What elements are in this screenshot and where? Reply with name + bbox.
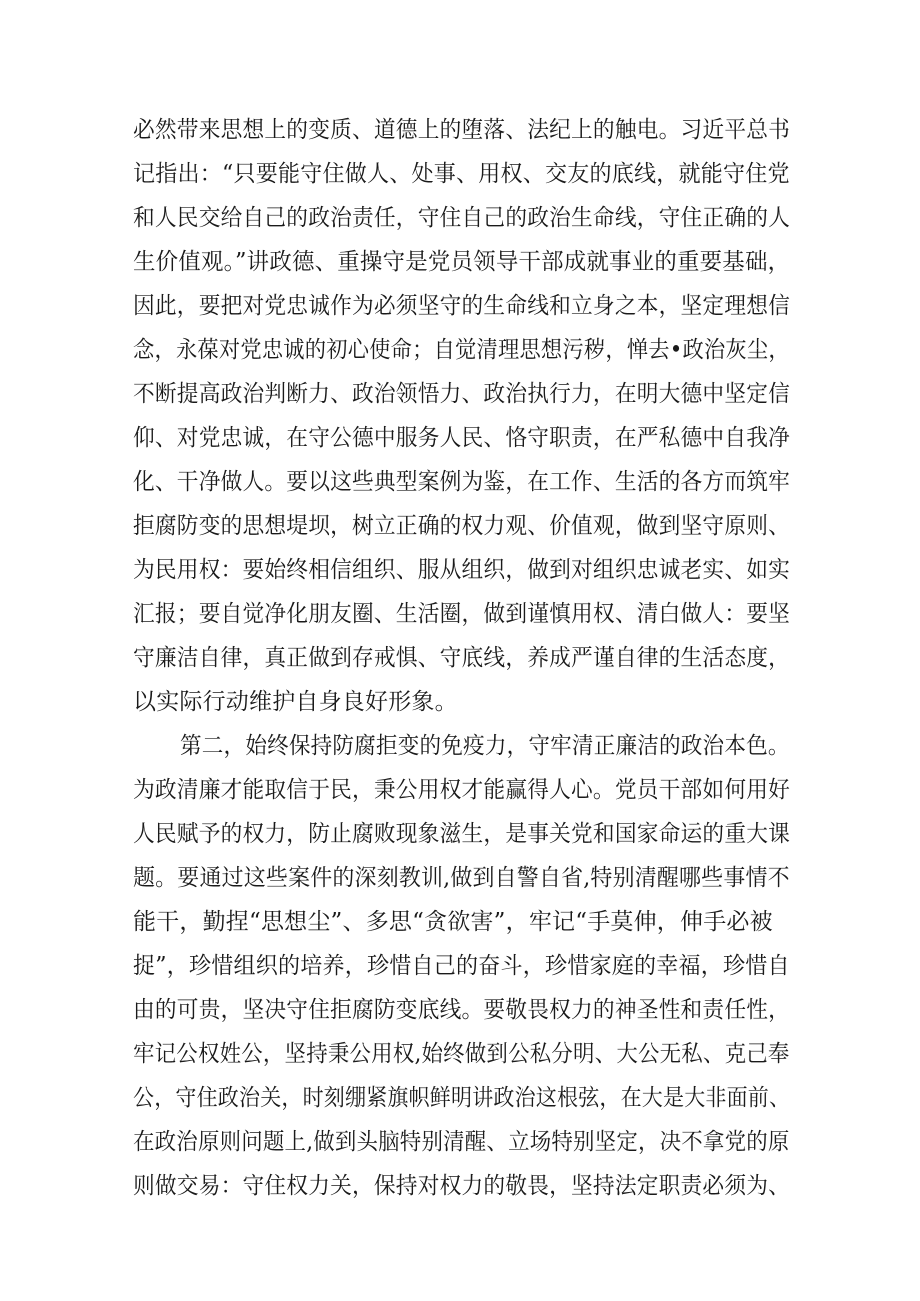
- text-line: 汇报；要自觉净化朋友圈、生活圈，做到谨慎用权、清白做人：要坚: [133, 601, 791, 627]
- paragraph-first-line: 第二，始终保持防腐拒变的免疫力，守牢清正廉洁的政治本色。: [180, 733, 790, 759]
- text-line: 不断提高政治判断力、政治领悟力、政治执行力，在明大德中坚定信: [133, 381, 791, 407]
- text-line: 以实际行动维护自身良好形象。: [133, 689, 458, 715]
- text-line: 为民用权：要始终相信组织、服从组织，做到对组织忠诚老实、如实: [133, 557, 791, 583]
- text-line: 守廉洁自律，真正做到存戒惧、守底线，养成严谨自律的生活态度，: [133, 645, 791, 671]
- text-line: 生价值观。”讲政德、重操守是党员领导干部成就事业的重要基础，: [133, 249, 791, 275]
- text-line: 记指出：“只要能守住做人、处事、用权、交友的底线，就能守住党: [133, 161, 790, 187]
- text-line: 和人民交给自己的政治责任，守住自己的政治生命线，守住正确的人: [133, 205, 791, 231]
- text-line: 题。要通过这些案件的深刻教训,做到自警自省,特别清醒哪些事情不: [133, 865, 790, 891]
- text-line: 公，守住政治关，时刻绷紧旗帜鲜明讲政治这根弦，在大是大非面前、: [133, 1085, 791, 1111]
- text-line: 拒腐防变的思想堤坝，树立正确的权力观、价值观，做到坚守原则、: [133, 513, 791, 539]
- text-line: 仰、对党忠诚，在守公德中服务人民、恪守职责，在严私德中自我净: [133, 425, 791, 451]
- text-line: 人民赋予的权力，防止腐败现象滋生，是事关党和国家命运的重大课: [133, 821, 791, 847]
- text-line: 化、干净做人。要以这些典型案例为鉴，在工作、生活的各方而筑牢: [133, 469, 791, 495]
- text-line: 捉”，珍惜组织的培养，珍惜自己的奋斗，珍惜家庭的幸福，珍惜自: [133, 953, 790, 979]
- text-line: 为政清廉才能取信于民，秉公用权才能赢得人心。党员干部如何用好: [133, 777, 791, 803]
- text-line: 则做交易：守住权力关，保持对权力的敬畏，坚持法定职责必须为、: [133, 1173, 791, 1199]
- text-line: 由的可贵，坚决守住拒腐防变底线。要敬畏权力的神圣性和责任性，: [133, 997, 791, 1023]
- text-line: 能干，勤捏“思想尘”、多思“贪欲害”，牢记“手莫伸，伸手必被: [133, 909, 773, 935]
- text-line: 必然带来思想上的变质、道德上的堕落、法纪上的触电。习近平总书: [133, 117, 791, 143]
- text-line: 念，永葆对党忠诚的初心使命；自觉清理思想污秽，惮去•政治灰尘，: [133, 337, 790, 363]
- text-line: 因此，要把对党忠诚作为必须坚守的生命线和立身之本，坚定理想信: [133, 293, 791, 319]
- text-line: 牢记公权姓公，坚持秉公用权,始终做到公私分明、大公无私、克己奉: [133, 1041, 790, 1067]
- text-line: 在政治原则问题上,做到头脑特别清醒、立场特别坚定，决不拿党的原: [133, 1129, 790, 1155]
